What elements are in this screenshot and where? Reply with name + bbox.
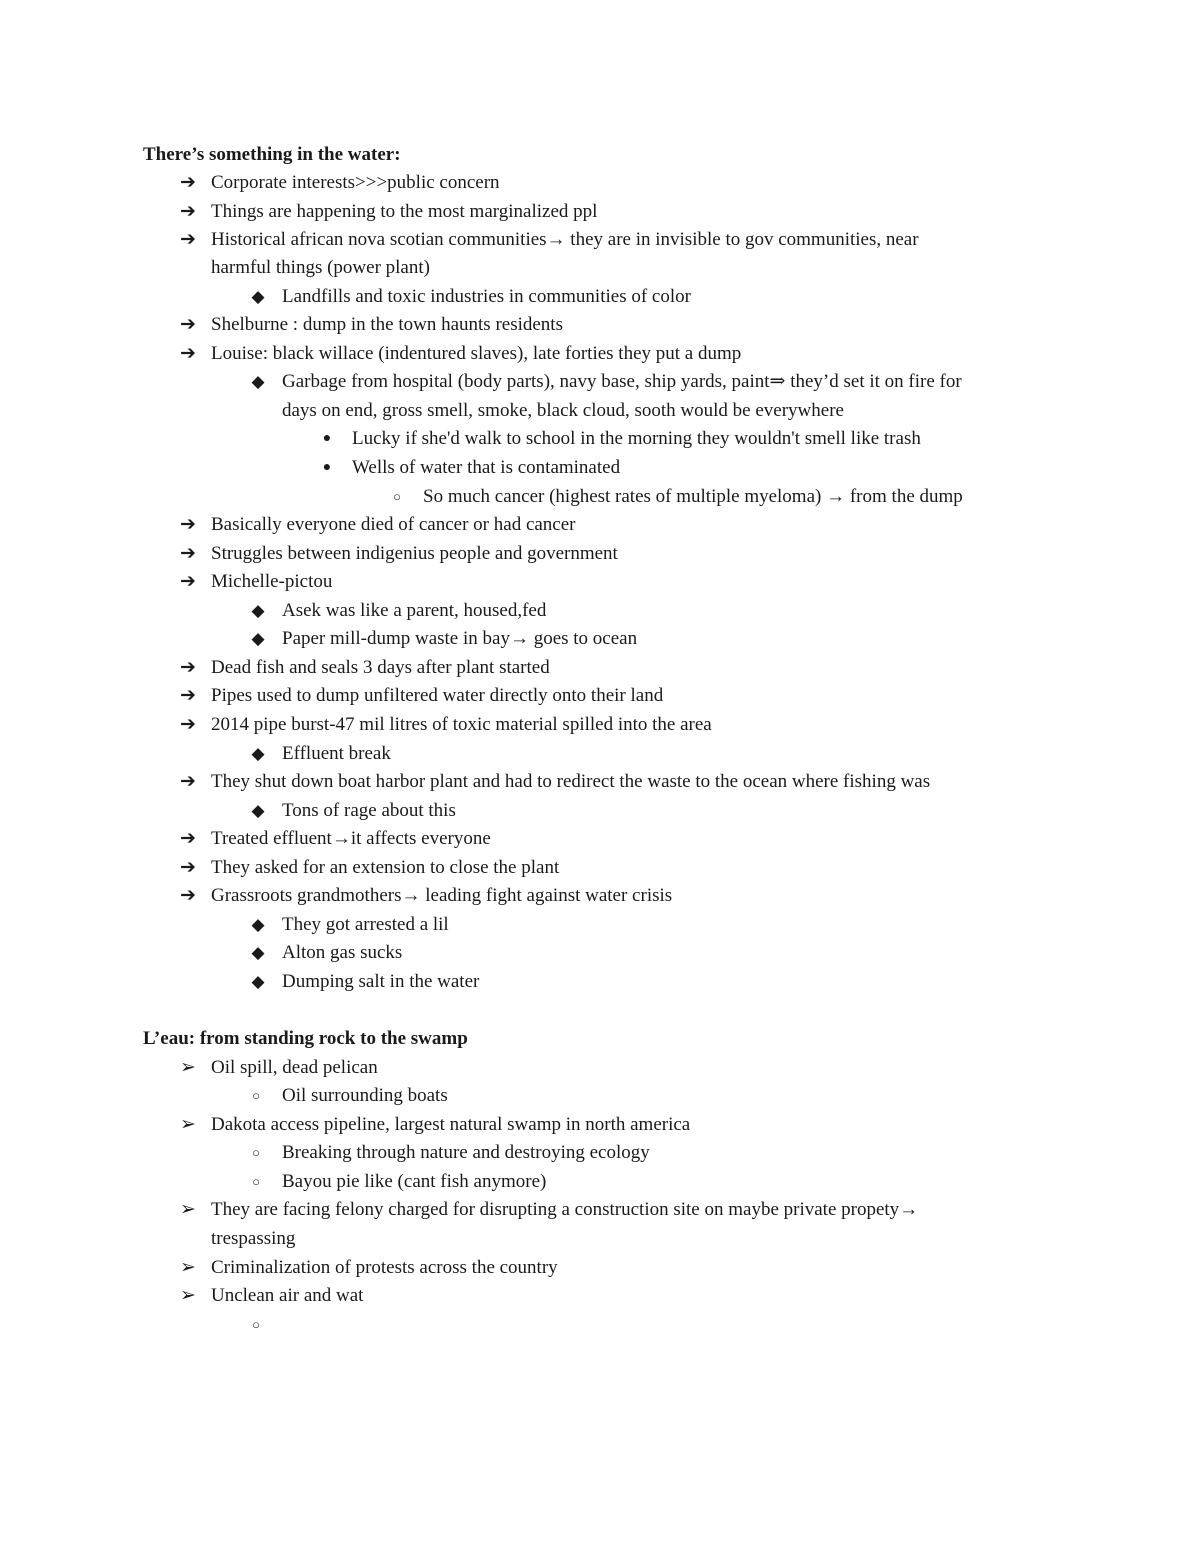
- list-item: Lucky if she'd walk to school in the morning they wouldn't smell like trash: [352, 428, 921, 449]
- arrow-icon: ➔: [180, 343, 196, 364]
- list-item: Dead fish and seals 3 days after plant started: [211, 657, 550, 678]
- arrow-icon: ➔: [180, 771, 196, 792]
- list-item: Wells of water that is contaminated: [352, 457, 621, 478]
- arrow-icon: ➔: [180, 685, 196, 706]
- list-item: Pipes used to dump unfiltered water directly onto their land: [211, 685, 664, 706]
- list-item: Shelburne : dump in the town haunts residents: [211, 314, 563, 335]
- dot-icon: ●: [322, 431, 332, 446]
- arrow-icon: ➔: [180, 172, 196, 193]
- list-item: They got arrested a lil: [282, 914, 449, 935]
- section-heading-leau: L’eau: from standing rock to the swamp: [143, 1028, 468, 1049]
- diamond-icon: ◆: [251, 972, 265, 991]
- list-item: Historical african nova scotian communities→ they are in invisible to gov communities, near: [211, 229, 919, 250]
- circle-icon: ○: [252, 1317, 260, 1332]
- circle-icon: ○: [252, 1088, 260, 1103]
- list-item: Bayou pie like (cant fish anymore): [282, 1171, 547, 1192]
- arrow-icon: ➔: [180, 828, 196, 849]
- list-item: Tons of rage about this: [282, 800, 456, 821]
- list-item: Landfills and toxic industries in communities of color: [282, 286, 691, 307]
- section-heading-water: There’s something in the water:: [143, 144, 401, 165]
- list-item: Grassroots grandmothers→ leading fight against water crisis: [211, 885, 673, 906]
- arrowhead-icon: ➢: [180, 1257, 196, 1278]
- list-item: 2014 pipe burst-47 mil litres of toxic material spilled into the area: [211, 714, 712, 735]
- arrowhead-icon: ➢: [180, 1057, 196, 1078]
- list-item: Treated effluent→it affects everyone: [211, 828, 491, 849]
- arrow-icon: ➔: [180, 543, 196, 564]
- list-item: Corporate interests>>>public concern: [211, 172, 500, 193]
- list-item: Louise: black willace (indentured slaves), late forties they put a dump: [211, 343, 742, 364]
- circle-icon: ○: [393, 489, 401, 504]
- arrow-icon: ➔: [180, 314, 196, 335]
- list-item: They shut down boat harbor plant and had to redirect the waste to the ocean where fishing was: [211, 771, 931, 792]
- arrow-icon: ➔: [180, 857, 196, 878]
- list-item: So much cancer (highest rates of multiple myeloma) → from the dump: [423, 486, 963, 507]
- diamond-icon: ◆: [251, 943, 265, 962]
- circle-icon: ○: [252, 1174, 260, 1189]
- arrow-icon: ➔: [180, 201, 196, 222]
- diamond-icon: ◆: [251, 287, 265, 306]
- arrow-icon: ➔: [180, 514, 196, 535]
- list-item-continuation: harmful things (power plant): [211, 257, 430, 278]
- arrowhead-icon: ➢: [180, 1114, 196, 1135]
- list-item: Paper mill-dump waste in bay→ goes to ocean: [282, 628, 638, 649]
- list-item: Alton gas sucks: [282, 942, 403, 963]
- list-item: They are facing felony charged for disrupting a construction site on maybe private propety→: [211, 1199, 919, 1220]
- list-item-continuation: days on end, gross smell, smoke, black cloud, sooth would be everywhere: [282, 400, 844, 421]
- arrowhead-icon: ➢: [180, 1199, 196, 1220]
- arrow-icon: ➔: [180, 229, 196, 250]
- list-item: They asked for an extension to close the plant: [211, 857, 560, 878]
- diamond-icon: ◆: [251, 601, 265, 620]
- diamond-icon: ◆: [251, 744, 265, 763]
- diamond-icon: ◆: [251, 801, 265, 820]
- list-item: Oil surrounding boats: [282, 1085, 448, 1106]
- list-item: Things are happening to the most marginalized ppl: [211, 201, 598, 222]
- list-item: Unclean air and wat: [211, 1285, 364, 1306]
- list-item: Oil spill, dead pelican: [211, 1057, 378, 1078]
- diamond-icon: ◆: [251, 915, 265, 934]
- dot-icon: ●: [322, 460, 332, 475]
- circle-icon: ○: [252, 1145, 260, 1160]
- list-item: Dakota access pipeline, largest natural swamp in north america: [211, 1114, 691, 1135]
- list-item: Michelle-pictou: [211, 571, 333, 592]
- diamond-icon: ◆: [251, 629, 265, 648]
- arrow-icon: ➔: [180, 714, 196, 735]
- list-item: Dumping salt in the water: [282, 971, 480, 992]
- arrow-icon: ➔: [180, 885, 196, 906]
- list-item: Asek was like a parent, housed,fed: [282, 600, 547, 621]
- arrow-icon: ➔: [180, 571, 196, 592]
- arrow-icon: ➔: [180, 657, 196, 678]
- list-item: Garbage from hospital (body parts), navy base, ship yards, paint⇒ they’d set it on fire for: [282, 371, 962, 392]
- list-item: Criminalization of protests across the country: [211, 1257, 558, 1278]
- diamond-icon: ◆: [251, 372, 265, 391]
- list-item: Breaking through nature and destroying ecology: [282, 1142, 650, 1163]
- list-item: Effluent break: [282, 743, 391, 764]
- list-item: Struggles between indigenius people and government: [211, 543, 618, 564]
- list-item: Basically everyone died of cancer or had cancer: [211, 514, 576, 535]
- arrowhead-icon: ➢: [180, 1285, 196, 1306]
- list-item-continuation: trespassing: [211, 1228, 296, 1249]
